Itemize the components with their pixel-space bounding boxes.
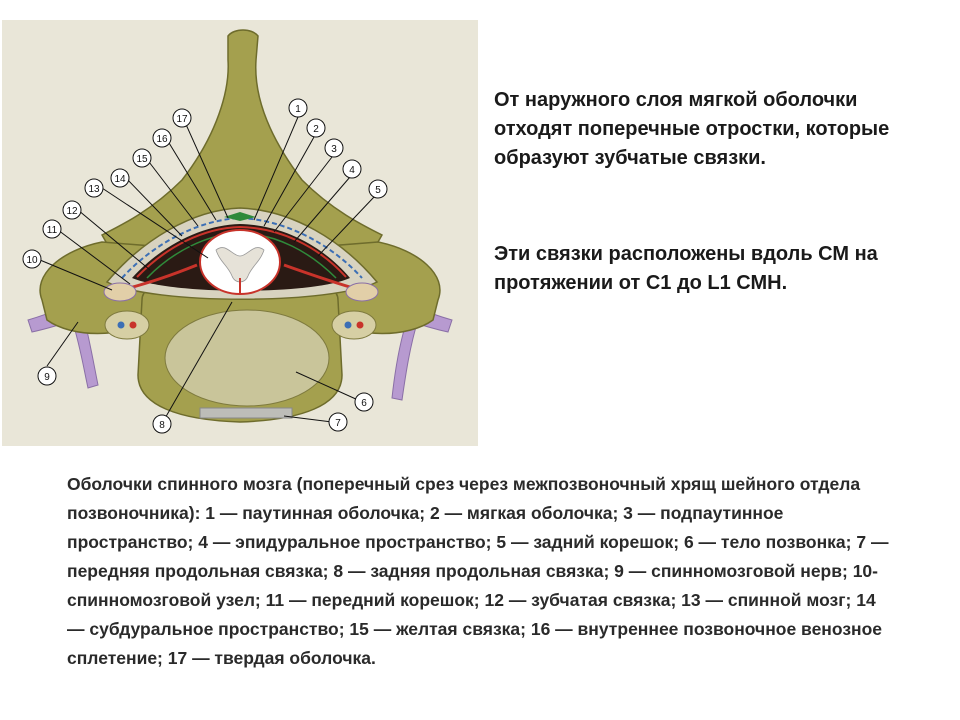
vertebral-artery-right (345, 322, 352, 329)
anterior-longitudinal-ligament (200, 408, 292, 418)
label-number-2: 2 (313, 124, 319, 135)
label-number-12: 12 (66, 206, 78, 217)
spinal-ganglion-right (346, 283, 378, 301)
side-paragraph-dentate-ligaments: От наружного слоя мягкой оболочки отходят поперечные отростки, которые образуют зубчатые связки. (494, 89, 890, 169)
label-number-1: 1 (295, 104, 301, 115)
spinal-ganglion-left (104, 283, 136, 301)
label-number-3: 3 (331, 144, 337, 155)
vertebral-vein-left (130, 322, 137, 329)
label-number-10: 10 (26, 255, 38, 266)
label-number-6: 6 (361, 398, 367, 409)
spinal-cord-cross-section-illustration (2, 20, 478, 446)
label-number-16: 16 (156, 134, 168, 145)
transverse-foramen-left (105, 311, 149, 339)
label-number-4: 4 (349, 165, 355, 176)
vertebral-artery-left (118, 322, 125, 329)
label-number-11: 11 (46, 225, 58, 236)
vertebral-body-surface (165, 310, 329, 406)
label-number-7: 7 (335, 418, 341, 429)
label-number-15: 15 (136, 154, 148, 165)
transverse-foramen-right (332, 311, 376, 339)
label-number-8: 8 (159, 420, 165, 431)
side-paragraph-ligament-extent: Эти связки расположены вдоль СМ на протяжении от С1 до L1 СМН. (494, 243, 878, 294)
vertebral-vein-right (357, 322, 364, 329)
label-number-17: 17 (176, 114, 188, 125)
label-number-9: 9 (44, 372, 50, 383)
label-number-13: 13 (88, 184, 100, 195)
label-number-14: 14 (114, 174, 126, 185)
figure-caption: Оболочки спинного мозга (поперечный срез через межпозвоночный хрящ шейного отдела позвоночника): 1 — паутинная оболочка; 2 — мягкая оболочка; 3 — подпаутинное пространство; 4 — эпидуральное пространство; 5 — задний корешок; 6 — тело позвонка; 7 — передняя продольная связка; 8 — задняя продольная связка; 9 — спинномозговой нерв; 10- спинномозговой узел; 11 — передний корешок; 12 — зубчатая связка; 13 — спинной мозг; 14 — субдуральное пространство; 15 — желтая связка; 16 — внутреннее позвоночное венозное сплетение; 17 — твердая оболочка. (67, 474, 889, 668)
label-number-5: 5 (375, 185, 381, 196)
